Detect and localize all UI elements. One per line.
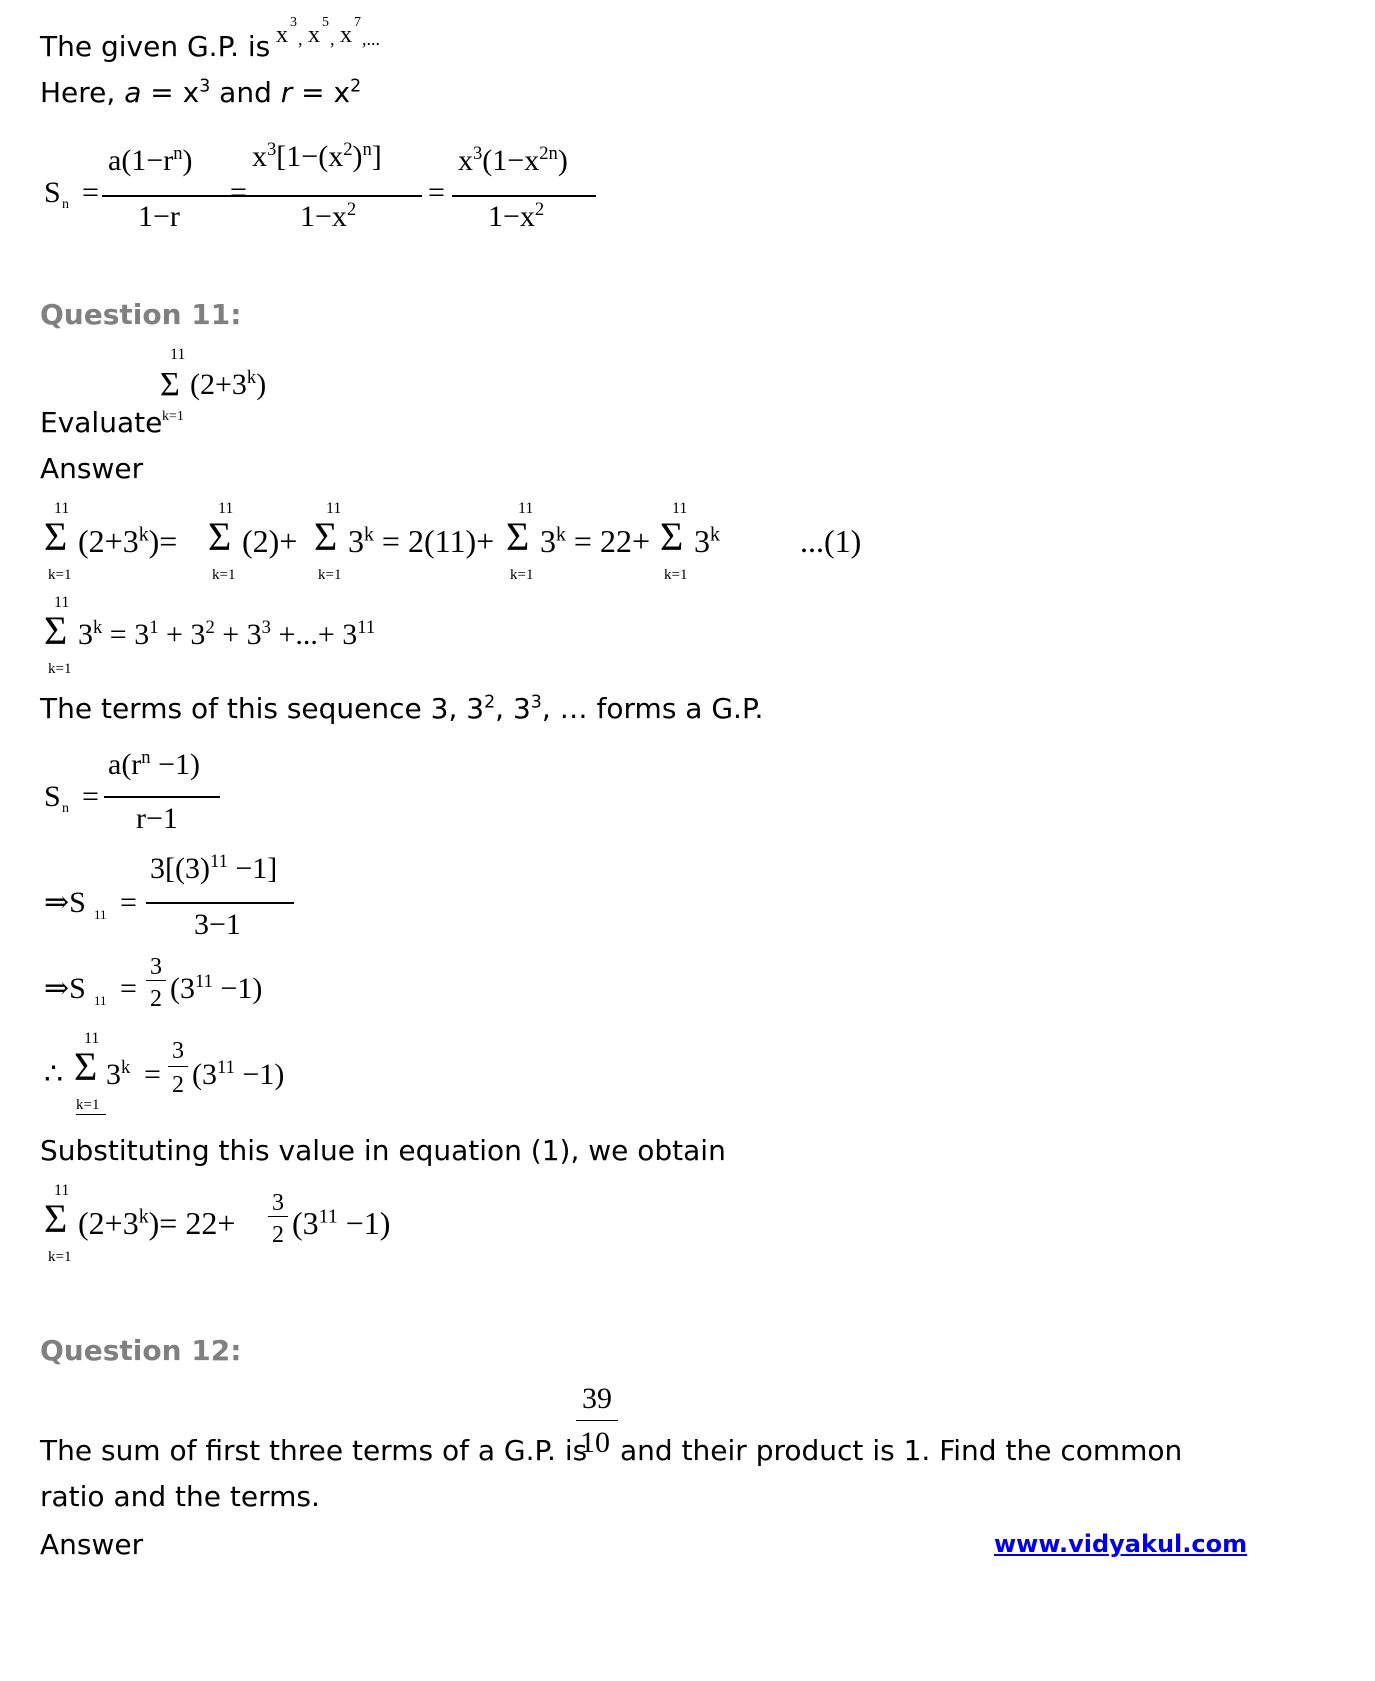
equation-2: 11 Σ k=1 $3^k = 3^1 + 3^2 + 3^3$ +...+ $3^{11}$ bbox=[44, 594, 376, 677]
gp-intro-text: The given G.P. is bbox=[40, 30, 271, 63]
answer-label-q11: Answer bbox=[40, 452, 144, 485]
question-12-heading: Question 12: bbox=[40, 1334, 242, 1367]
vidyakul-link[interactable]: www.vidyakul.com bbox=[994, 1530, 1248, 1558]
s11-step-1: ⇒S 11 = $3[(3)^{11} -1]$ 3−1 bbox=[40, 846, 340, 946]
answer-label-q12: Answer bbox=[40, 1528, 144, 1561]
equation-tag: ...(1) bbox=[800, 523, 862, 559]
substituting-text: Substituting this value in equation (1), we obtain bbox=[40, 1134, 726, 1167]
q12-text-b: and their product is 1. Find the common bbox=[620, 1434, 1183, 1467]
given-values-line: Here, $a = x^3$ and $r = x^2$ bbox=[40, 76, 362, 109]
q12-text-c: ratio and the terms. bbox=[40, 1480, 320, 1513]
sequence-text: The terms of this sequence 3, $3^2$, $3^3$, … forms a G.P. bbox=[40, 692, 764, 725]
gp-expression: x 3 , x 5 , x 7 ,... bbox=[276, 15, 380, 49]
final-result-q11: 11 Σ k=1 $(2+3^k)= 22+$ 3 2 $(3^{11} -1)$ bbox=[44, 1182, 391, 1265]
s11-step-2: ⇒S 11 = 3 2 $(3^{11} -1)$ bbox=[44, 954, 263, 1012]
therefore-sum: ∴ 11 Σ k=1 3$^k$ = 3 2 $(3^{11} -1)$ bbox=[44, 1030, 285, 1113]
fraction-numerator: 39 bbox=[582, 1382, 612, 1415]
question-11-heading: Question 11: bbox=[40, 298, 242, 331]
sum-formula-intro: S n = $a(1-r^n)$ 1−r = $x^3[1-(x^2)^n]$ $1-x^2$ = $x^3(1-x^{2n})$ $1-x^2$ bbox=[40, 118, 640, 238]
fraction-39-10 bbox=[576, 1382, 626, 1462]
sum-formula-general: S n = $a(r^n -1)$ r−1 bbox=[40, 744, 340, 844]
equation-1: 11 Σ k=1 $(2+3^k)=$ 11 Σ k=1 (2)+ 11 Σ k=1 $3^k = 2(11)+$ 11 Σ k=1 $3^k = 22+$ 11 Σ k=1 3$^k$ ...(1) bbox=[44, 500, 862, 583]
fraction-denominator: 10 bbox=[580, 1426, 610, 1459]
q12-text-a: The sum of first three terms of a G.P. is bbox=[40, 1434, 588, 1467]
evaluate-label: Evaluate bbox=[40, 406, 163, 439]
evaluate-expression: 11 Σ $(2+3^k)$ k=1 bbox=[160, 346, 267, 424]
